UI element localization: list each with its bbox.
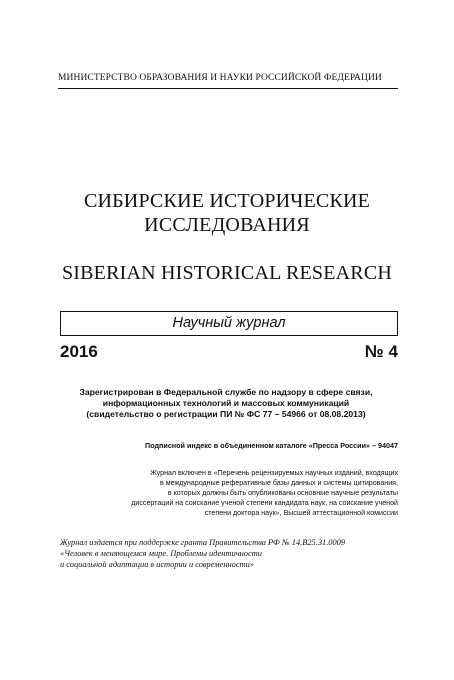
- issue-year: 2016: [60, 342, 98, 361]
- vak-list-info: [60, 468, 398, 518]
- issue-number: № 4: [364, 342, 398, 361]
- grant-line1: Журнал издается при поддержке гранта Правительства РФ № 14.В25.31.0009: [60, 538, 346, 547]
- registration-line3: (свидетельство о регистрации ПИ № ФС 77 – 54966 от 08.08.2013): [86, 409, 366, 419]
- journal-title-ru-line2: ИССЛЕДОВАНИЯ: [144, 214, 310, 236]
- registration-info: [50, 387, 402, 420]
- header-divider: [58, 88, 398, 89]
- registration-line1: Зарегистрирован в Федеральной службе по надзору в сфере связи,: [79, 387, 373, 397]
- journal-title-ru: [0, 189, 454, 237]
- journal-title-en: SIBERIAN HISTORICAL RESEARCH: [61, 262, 393, 284]
- ministry-header: МИНИСТЕРСТВО ОБРАЗОВАНИЯ И НАУКИ РОССИЙСКОЙ ФЕДЕРАЦИИ: [58, 73, 382, 83]
- vak-line1: Журнал включен в «Перечень рецензируемых научных изданий, входящих: [150, 469, 398, 477]
- journal-type-label: Научный журнал: [172, 315, 286, 331]
- vak-line3: в которых должны быть опубликованы основные научные результаты: [167, 489, 398, 497]
- journal-type-box: [60, 311, 398, 336]
- vak-line4: диссертаций на соискание ученой степени кандидата наук, на соискание ученой: [131, 499, 398, 507]
- registration-line2: информационных технологий и массовых коммуникаций: [102, 398, 350, 408]
- subscription-index: Подписной индекс в объединенном каталоге «Пресса России» – 94047: [145, 441, 398, 450]
- vak-line5: степени доктора наук», Высшей аттестационной комиссии: [204, 509, 398, 517]
- vak-line2: в международные реферативные базы данных и системы цитирования,: [159, 479, 398, 487]
- grant-line3: и социальной адаптации в истории и современности»: [60, 560, 254, 569]
- grant-info: [60, 537, 360, 570]
- journal-title-ru-line1: СИБИРСКИЕ ИСТОРИЧЕСКИЕ: [83, 190, 371, 212]
- grant-line2: «Человек в меняющемся мире. Проблемы идентичности: [60, 549, 262, 558]
